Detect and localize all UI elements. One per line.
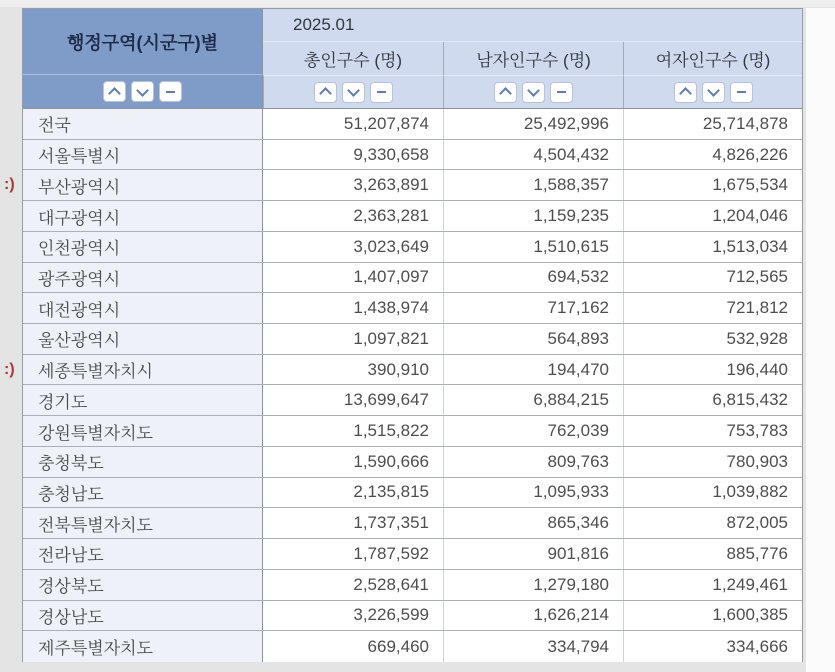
sort-controls-male (443, 75, 623, 108)
total-population-cell: 1,407,097 (263, 263, 443, 293)
minus-icon (737, 91, 746, 93)
female-population-cell: 4,826,226 (623, 140, 802, 170)
region-name-cell (23, 232, 263, 262)
region-name-cell (23, 293, 263, 323)
chevron-up-icon (499, 87, 512, 100)
region-name-cell (23, 601, 263, 631)
male-population-cell: 1,588,357 (443, 170, 623, 200)
region-name: 대구광역시 (38, 208, 121, 228)
male-population-cell: 4,504,432 (443, 140, 623, 170)
sort-desc-button[interactable] (522, 82, 545, 103)
female-population-cell: 6,815,432 (623, 385, 802, 415)
minus-icon (557, 91, 566, 93)
total-population-cell: 3,226,599 (263, 601, 443, 631)
footnote-marker: :) (4, 176, 15, 194)
female-population-cell: 1,039,882 (623, 478, 802, 508)
region-name-cell (23, 324, 263, 354)
period-header: 2025.01 (263, 9, 802, 42)
male-population-cell: 762,039 (443, 416, 623, 446)
total-population-cell: 669,460 (263, 631, 443, 662)
table-row (23, 201, 802, 232)
sort-asc-button[interactable] (674, 82, 697, 103)
page-right-margin (806, 8, 835, 672)
chevron-up-icon (319, 87, 332, 100)
female-population-cell: 712,565 (623, 263, 802, 293)
chevron-up-icon (108, 87, 121, 100)
female-population-cell: 25,714,878 (623, 109, 802, 139)
data-columns-header (263, 9, 802, 75)
region-name-cell (23, 140, 263, 170)
chevron-down-icon (347, 84, 360, 97)
sort-desc-button[interactable] (342, 82, 365, 103)
sort-controls-female (623, 75, 802, 108)
table-row (23, 601, 802, 632)
column-header-male: 남자인구수 (명) (443, 42, 623, 75)
region-name: 충청남도 (38, 484, 104, 504)
chevron-down-icon (707, 84, 720, 97)
table-row (23, 570, 802, 601)
female-population-cell: 780,903 (623, 447, 802, 477)
sort-controls-total (263, 75, 443, 108)
female-population-cell: 196,440 (623, 355, 802, 385)
region-column-header: 행정구역(시군구)별 (23, 9, 263, 75)
region-name: 경상북도 (38, 577, 104, 597)
female-population-cell: 753,783 (623, 416, 802, 446)
total-population-cell: 1,590,666 (263, 447, 443, 477)
region-name-cell (23, 508, 263, 538)
table-row (4, 355, 802, 386)
sort-controls-row (23, 75, 802, 109)
female-population-cell: 1,204,046 (623, 201, 802, 231)
table-row (4, 170, 802, 201)
male-population-cell: 334,794 (443, 631, 623, 662)
table-row (23, 631, 802, 662)
table-row (23, 140, 802, 171)
total-population-cell: 2,135,815 (263, 478, 443, 508)
region-name: 전라남도 (38, 546, 104, 566)
sort-remove-button[interactable] (159, 81, 182, 102)
total-population-cell: 390,910 (263, 355, 443, 385)
column-header-female: 여자인구수 (명) (623, 42, 802, 75)
total-population-cell: 1,787,592 (263, 539, 443, 569)
male-population-cell: 194,470 (443, 355, 623, 385)
region-name-cell (23, 631, 263, 662)
female-population-cell: 1,675,534 (623, 170, 802, 200)
chevron-down-icon (527, 84, 540, 97)
sort-asc-button[interactable] (314, 82, 337, 103)
table-header (23, 9, 802, 75)
male-population-cell: 809,763 (443, 447, 623, 477)
sort-asc-button[interactable] (494, 82, 517, 103)
total-population-cell: 2,528,641 (263, 570, 443, 600)
male-population-cell: 25,492,996 (443, 109, 623, 139)
total-population-cell: 1,097,821 (263, 324, 443, 354)
region-name-cell (23, 539, 263, 569)
sort-remove-button[interactable] (550, 82, 573, 103)
total-population-cell: 2,363,281 (263, 201, 443, 231)
sort-asc-button[interactable] (103, 81, 126, 102)
female-population-cell: 872,005 (623, 508, 802, 538)
male-population-cell: 901,816 (443, 539, 623, 569)
region-name-cell (23, 385, 263, 415)
male-population-cell: 717,162 (443, 293, 623, 323)
male-population-cell: 1,279,180 (443, 570, 623, 600)
region-name: 전북특별자치도 (38, 515, 153, 535)
region-name: 제주특별자치도 (38, 639, 153, 659)
region-name: 울산광역시 (38, 331, 121, 351)
table-row (23, 109, 802, 140)
male-population-cell: 1,159,235 (443, 201, 623, 231)
region-name: 충청북도 (38, 454, 104, 474)
male-population-cell: 865,346 (443, 508, 623, 538)
region-name-cell (23, 109, 263, 139)
male-population-cell: 564,893 (443, 324, 623, 354)
population-table (4, 8, 803, 662)
female-population-cell: 1,249,461 (623, 570, 802, 600)
table-row (23, 324, 802, 355)
total-population-cell: 13,699,647 (263, 385, 443, 415)
sort-controls-region (23, 75, 263, 108)
sub-header-row (263, 42, 802, 75)
male-population-cell: 1,095,933 (443, 478, 623, 508)
female-population-cell: 334,666 (623, 631, 802, 662)
footnote-marker: :) (4, 360, 15, 378)
total-population-cell: 51,207,874 (263, 109, 443, 139)
region-name: 서울특별시 (38, 147, 121, 167)
table-row (23, 293, 802, 324)
region-name-cell (23, 201, 263, 231)
sort-remove-button[interactable] (730, 82, 753, 103)
total-population-cell: 1,438,974 (263, 293, 443, 323)
male-population-cell: 6,884,215 (443, 385, 623, 415)
male-population-cell: 694,532 (443, 263, 623, 293)
region-name: 광주광역시 (38, 269, 121, 289)
table-row (23, 447, 802, 478)
female-population-cell: 1,513,034 (623, 232, 802, 262)
region-name: 세종특별자치시 (38, 362, 153, 382)
table-row (23, 232, 802, 263)
table-row (23, 416, 802, 447)
minus-icon (166, 91, 175, 93)
female-population-cell: 721,812 (623, 293, 802, 323)
total-population-cell: 1,737,351 (263, 508, 443, 538)
total-population-cell: 9,330,658 (263, 140, 443, 170)
total-population-cell: 1,515,822 (263, 416, 443, 446)
column-header-total: 총인구수 (명) (263, 42, 443, 75)
total-population-cell: 3,023,649 (263, 232, 443, 262)
region-name-cell (23, 416, 263, 446)
table-row (23, 508, 802, 539)
male-population-cell: 1,510,615 (443, 232, 623, 262)
region-name: 경기도 (38, 392, 88, 412)
table-body (4, 109, 802, 662)
region-name-cell (23, 570, 263, 600)
chevron-up-icon (679, 87, 692, 100)
region-name: 대전광역시 (38, 300, 121, 320)
chevron-down-icon (136, 84, 149, 97)
female-population-cell: 885,776 (623, 539, 802, 569)
region-name: 전국 (38, 116, 71, 136)
region-name-cell (23, 263, 263, 293)
male-population-cell: 1,626,214 (443, 601, 623, 631)
region-name-cell (23, 447, 263, 477)
sort-desc-button[interactable] (702, 82, 725, 103)
female-population-cell: 1,600,385 (623, 601, 802, 631)
sort-desc-button[interactable] (131, 81, 154, 102)
sort-remove-button[interactable] (370, 82, 393, 103)
region-name-cell (4, 355, 263, 385)
page-top-margin (0, 0, 835, 7)
minus-icon (377, 91, 386, 93)
table-row (23, 385, 802, 416)
table-row (23, 539, 802, 570)
region-name-cell (23, 478, 263, 508)
table-row (23, 263, 802, 294)
table-row (23, 478, 802, 509)
female-population-cell: 532,928 (623, 324, 802, 354)
region-name: 경상남도 (38, 607, 104, 627)
region-name: 인천광역시 (38, 239, 121, 259)
region-name-cell (4, 170, 263, 200)
region-name: 강원특별자치도 (38, 423, 153, 443)
total-population-cell: 3,263,891 (263, 170, 443, 200)
region-name: 부산광역시 (38, 177, 121, 197)
